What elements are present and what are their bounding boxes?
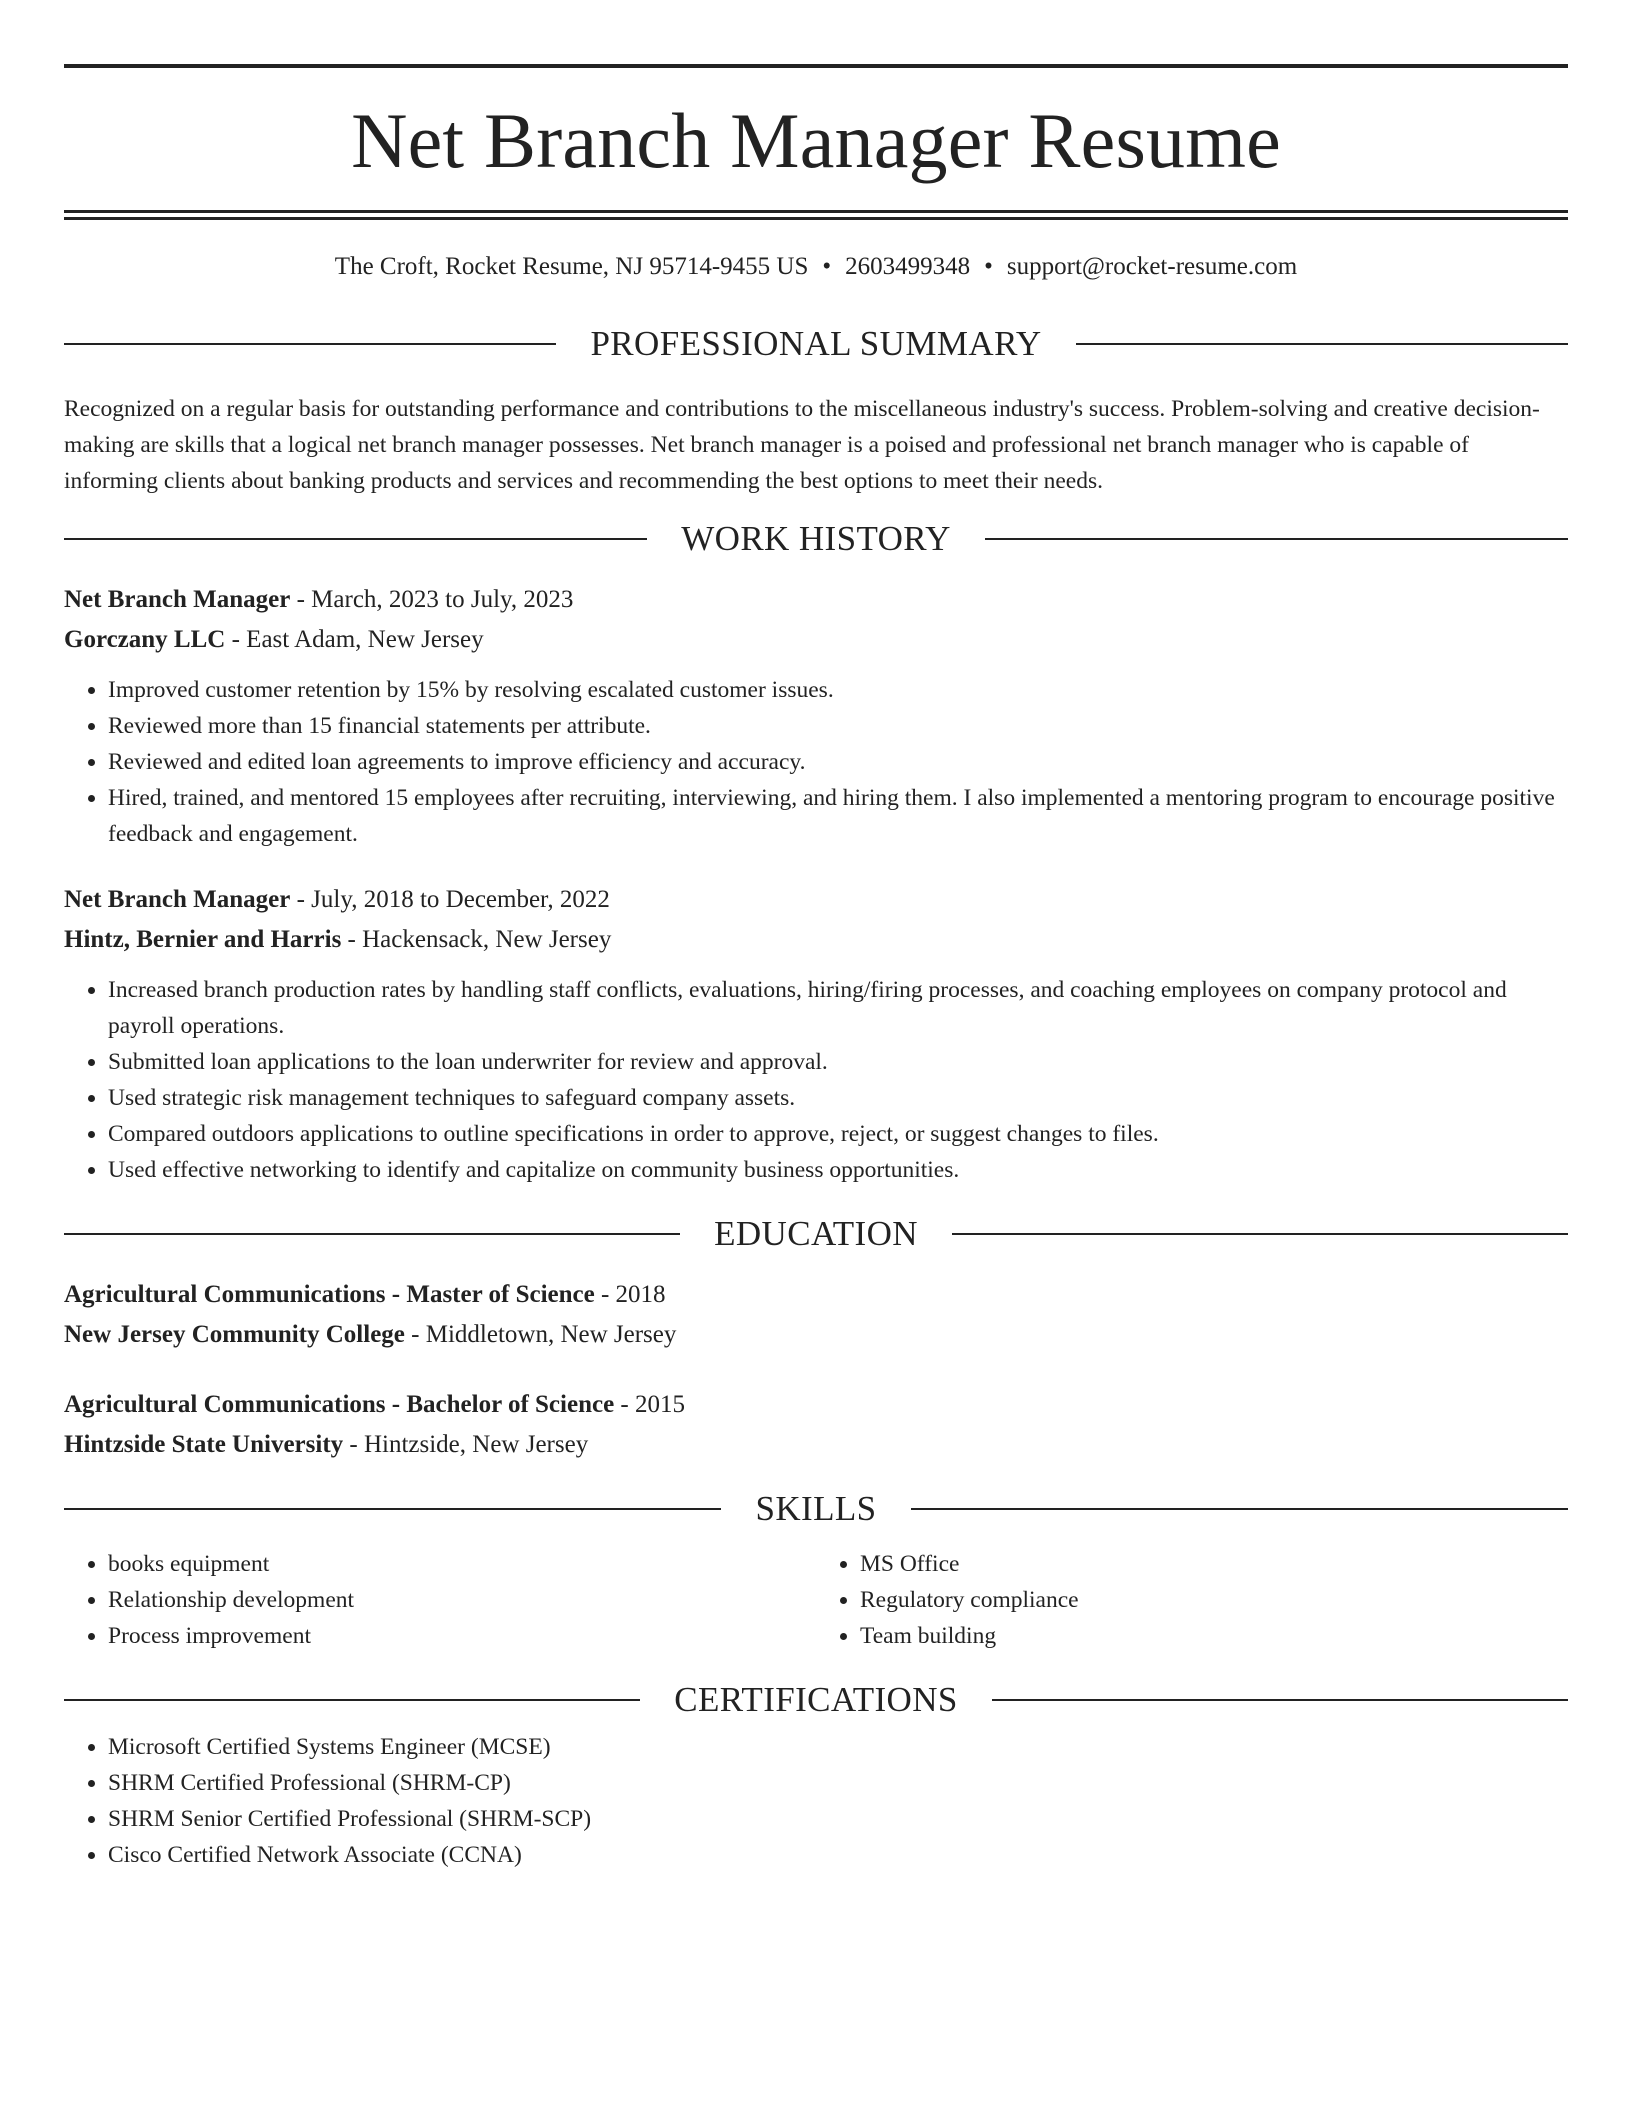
contact-separator: •: [984, 253, 993, 280]
section-title: WORK HISTORY: [681, 519, 951, 558]
job-entry: [64, 880, 1568, 1188]
list-item: • Reviewed and edited loan agreements to improve efficiency and accuracy.: [108, 744, 1568, 780]
list-item: • Relationship development: [108, 1582, 816, 1618]
education-year: - 2018: [594, 1281, 666, 1308]
job-company: Hintz, Bernier and Harris: [64, 926, 342, 953]
contact-line: [64, 252, 1568, 282]
list-item: • SHRM Senior Certified Professional (SHRM-SCP): [108, 1801, 1568, 1837]
section-title: PROFESSIONAL SUMMARY: [590, 324, 1042, 363]
skills-column-right: [816, 1546, 1568, 1654]
section-title: SKILLS: [755, 1489, 877, 1528]
list-item: • Improved customer retention by 15% by resolving escalated customer issues.: [108, 672, 1568, 708]
list-item: • Submitted loan applications to the loan underwriter for review and approval.: [108, 1044, 1568, 1080]
job-location: - East Adam, New Jersey: [225, 626, 484, 653]
job-title-line: [64, 880, 1568, 920]
section-heading-skills: [64, 1491, 1568, 1526]
education-degree: Agricultural Communications - Bachelor of Science: [64, 1391, 615, 1418]
education-location: - Hintzside, New Jersey: [343, 1431, 589, 1458]
summary-text: Recognized on a regular basis for outstanding performance and contributions to the miscellaneous industry's success. Problem-solving and creative decision-making are skills that a logical net branch manager possesses. Net branch manager is a poised and professional net branch manager who is capable of informing clients about banking products and services and recommending the best options to meet their needs.: [64, 396, 1540, 494]
job-title: Net Branch Manager: [64, 886, 291, 913]
heading-rule-right: [985, 538, 1568, 540]
list-item: • SHRM Certified Professional (SHRM-CP): [108, 1765, 1568, 1801]
heading-rule-left: [64, 1508, 721, 1510]
section-heading-certifications: [64, 1682, 1568, 1717]
list-item: • books equipment: [108, 1546, 816, 1582]
section-heading-education: [64, 1216, 1568, 1251]
education-degree-line: [64, 1385, 1568, 1425]
education-year: - 2015: [614, 1391, 685, 1418]
job-bullets: [64, 672, 1568, 852]
education-school: Hintzside State University: [64, 1431, 344, 1458]
education-location: - Middletown, New Jersey: [404, 1321, 677, 1348]
certifications-list: [64, 1729, 1568, 1873]
education-school-line: [64, 1425, 1568, 1465]
list-item: • Process improvement: [108, 1618, 816, 1654]
job-location: - Hackensack, New Jersey: [341, 926, 612, 953]
top-rule: [64, 64, 1568, 68]
job-title-line: [64, 580, 1568, 620]
education-school: New Jersey Community College: [64, 1321, 405, 1348]
education-entry: [64, 1385, 1568, 1465]
list-item: • Reviewed more than 15 financial statements per attribute.: [108, 708, 1568, 744]
job-company-line: [64, 920, 1568, 960]
job-company-line: [64, 620, 1568, 660]
list-item: • Hired, trained, and mentored 15 employees after recruiting, interviewing, and hiring them. I also implemented a mentoring program to encourage positive feedback and engagement.: [108, 780, 1568, 852]
section-heading-summary: [64, 326, 1568, 361]
title-double-rule: [64, 210, 1568, 220]
job-dates: - March, 2023 to July, 2023: [290, 586, 574, 613]
heading-rule-right: [1076, 343, 1568, 345]
list-item: • Used strategic risk management techniques to safeguard company assets.: [108, 1080, 1568, 1116]
list-item: • Regulatory compliance: [860, 1582, 1568, 1618]
skills-list: [64, 1546, 1568, 1654]
list-item: • MS Office: [860, 1546, 1568, 1582]
page-title: Net Branch Manager Resume: [351, 97, 1281, 184]
job-title: Net Branch Manager: [64, 586, 291, 613]
list-item: • Microsoft Certified Systems Engineer (MCSE): [108, 1729, 1568, 1765]
heading-rule-left: [64, 343, 556, 345]
contact-email: support@rocket-resume.com: [1006, 253, 1298, 280]
education-entry: [64, 1275, 1568, 1355]
list-item: • Compared outdoors applications to outline specifications in order to approve, reject, or suggest changes to files.: [108, 1116, 1568, 1152]
heading-rule-right: [992, 1699, 1568, 1701]
education-degree: Agricultural Communications - Master of Science: [64, 1281, 595, 1308]
education-degree-line: [64, 1275, 1568, 1315]
job-entry: [64, 580, 1568, 852]
job-bullets: [64, 972, 1568, 1188]
list-item: • Cisco Certified Network Associate (CCNA): [108, 1837, 1568, 1873]
list-item: • Used effective networking to identify and capitalize on community business opportunities.: [108, 1152, 1568, 1188]
contact-address: The Croft, Rocket Resume, NJ 95714-9455 US: [334, 253, 809, 280]
heading-rule-right: [911, 1508, 1568, 1510]
skills-column-left: [64, 1546, 816, 1654]
heading-rule-left: [64, 1233, 680, 1235]
job-dates: - July, 2018 to December, 2022: [290, 886, 610, 913]
contact-separator: •: [822, 253, 832, 280]
heading-rule-left: [64, 1699, 640, 1701]
heading-rule-right: [952, 1233, 1568, 1235]
section-title: EDUCATION: [714, 1214, 918, 1253]
job-company: Gorczany LLC: [64, 626, 226, 653]
list-item: • Increased branch production rates by handling staff conflicts, evaluations, hiring/firing processes, and coaching employees on company protocol and payroll operations.: [108, 972, 1568, 1044]
education-school-line: [64, 1315, 1568, 1355]
heading-rule-left: [64, 538, 647, 540]
list-item: • Team building: [860, 1618, 1568, 1654]
section-heading-work-history: [64, 521, 1568, 556]
contact-phone: 2603499348: [845, 253, 971, 280]
section-title: CERTIFICATIONS: [674, 1680, 958, 1719]
